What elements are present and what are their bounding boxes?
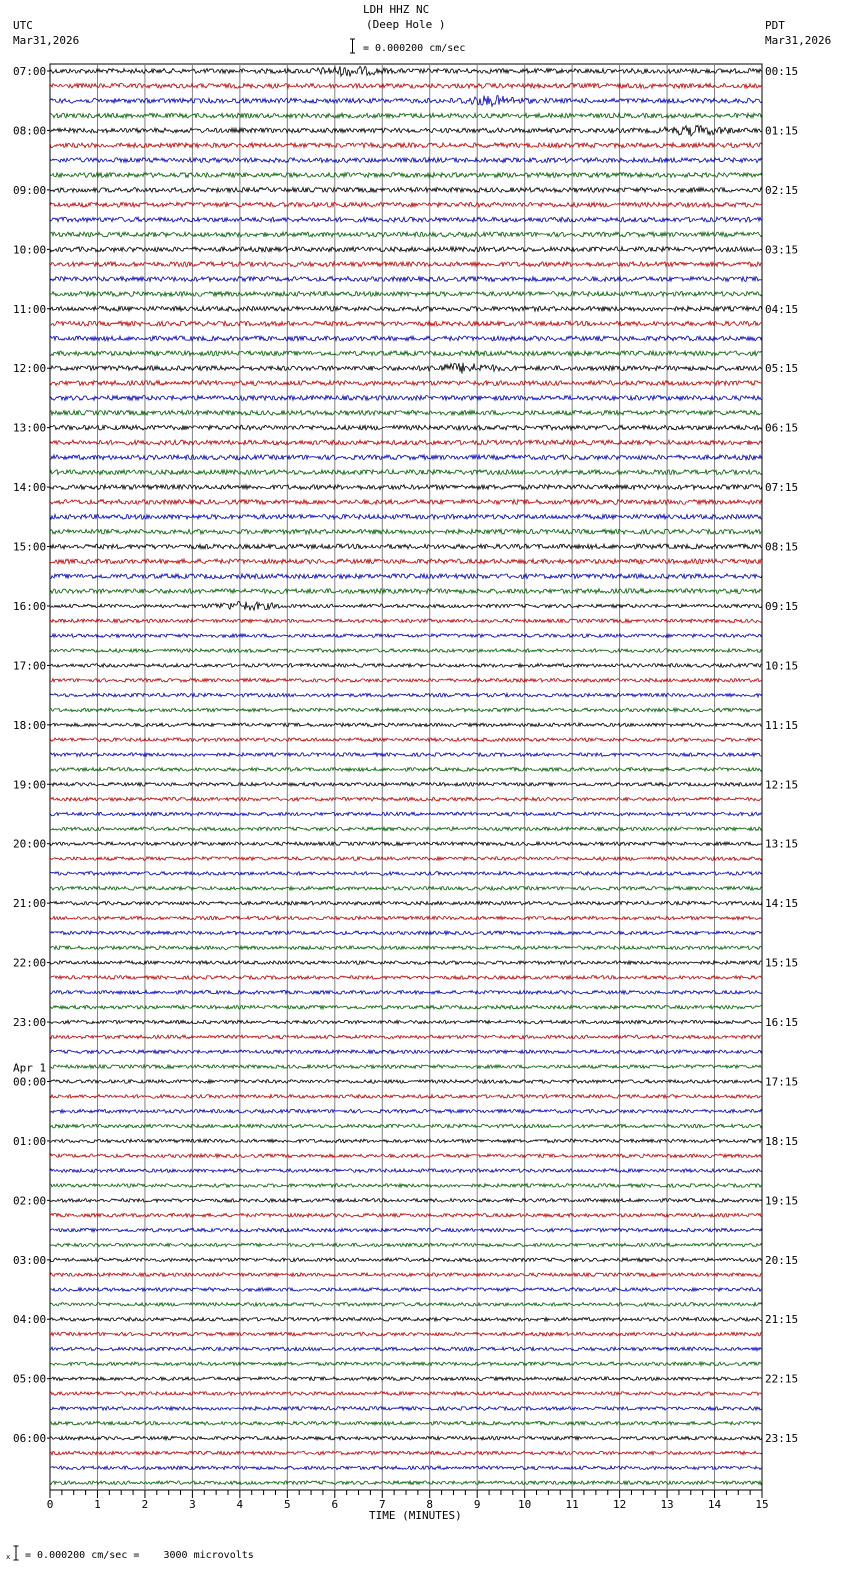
right-timezone: PDT: [765, 19, 785, 32]
trace-row-85: [50, 1332, 762, 1336]
right-hour-label: 05:15: [765, 362, 799, 376]
trace-row-49: [50, 797, 762, 801]
right-hour-label: 06:15: [765, 421, 799, 435]
right-hour-label: 16:15: [765, 1016, 799, 1030]
right-hour-label: 17:15: [765, 1075, 799, 1089]
x-tick-label-15: 15: [755, 1498, 769, 1511]
trace-row-26: [50, 455, 762, 460]
left-hour-label: 03:00: [13, 1253, 47, 1267]
trace-row-74: [50, 1169, 762, 1173]
date-change-label: Apr 1: [13, 1061, 47, 1075]
trace-row-46: [50, 753, 762, 757]
left-hour-label: 02:00: [13, 1194, 47, 1208]
left-hour-label: 07:00: [13, 65, 47, 78]
trace-row-80: [50, 1258, 762, 1262]
trace-row-60: [50, 961, 762, 965]
trace-row-33: [50, 559, 762, 564]
left-hour-label: 12:00: [13, 362, 47, 376]
trace-row-12: [50, 247, 762, 252]
trace-row-39: [50, 649, 762, 653]
trace-row-8: [50, 188, 762, 193]
x-tick-label-13: 13: [660, 1498, 674, 1511]
trace-row-90: [50, 1407, 762, 1411]
svg-text:x: x: [6, 1553, 11, 1561]
trace-row-16: [50, 306, 762, 311]
trace-row-71: [50, 1124, 762, 1128]
trace-row-70: [50, 1109, 762, 1113]
trace-row-4: [50, 125, 762, 135]
trace-row-9: [50, 202, 762, 207]
x-tick-label-14: 14: [707, 1498, 722, 1511]
left-hour-label: 04:00: [13, 1313, 47, 1327]
trace-row-77: [50, 1213, 762, 1217]
trace-row-94: [50, 1466, 762, 1470]
station-title: LDH HHZ NC: [363, 3, 430, 16]
left-hour-label: 05:00: [13, 1372, 47, 1386]
trace-row-92: [50, 1436, 762, 1440]
trace-row-0: [50, 66, 762, 76]
left-hour-label: 08:00: [13, 124, 47, 138]
trace-row-21: [50, 381, 762, 386]
trace-row-57: [50, 916, 762, 920]
trace-row-30: [50, 514, 762, 519]
trace-row-66: [50, 1050, 762, 1054]
right-hour-label: 11:15: [765, 718, 799, 732]
right-hour-label: 12:15: [765, 778, 799, 792]
trace-row-14: [50, 277, 762, 282]
trace-row-91: [50, 1422, 762, 1426]
right-hour-label: 10:15: [765, 659, 799, 673]
left-hour-label: 00:00: [13, 1075, 47, 1089]
trace-row-3: [50, 113, 762, 118]
footer-scale-note: = 0.000200 cm/sec = 3000 microvolts: [25, 1550, 254, 1561]
x-tick-label-10: 10: [518, 1498, 532, 1511]
right-hour-label: 19:15: [765, 1194, 799, 1208]
trace-row-65: [50, 1035, 762, 1039]
right-date: Mar31,2026: [765, 34, 832, 47]
trace-row-29: [50, 500, 762, 505]
trace-row-72: [50, 1139, 762, 1143]
trace-row-17: [50, 321, 762, 326]
trace-row-22: [50, 396, 762, 401]
trace-row-28: [50, 485, 762, 490]
left-hour-label: 01:00: [13, 1134, 47, 1148]
trace-row-2: [50, 96, 762, 107]
trace-row-38: [50, 634, 762, 638]
trace-row-43: [50, 708, 762, 712]
trace-row-11: [50, 232, 762, 237]
trace-row-10: [50, 217, 762, 222]
right-hour-label: 03:15: [765, 243, 799, 257]
left-hour-label: 09:00: [13, 183, 47, 197]
trace-row-64: [50, 1020, 762, 1024]
station-location: (Deep Hole ): [366, 18, 446, 31]
trace-row-73: [50, 1154, 762, 1158]
trace-row-35: [50, 589, 762, 594]
trace-row-95: [50, 1481, 762, 1485]
trace-row-88: [50, 1377, 762, 1381]
trace-row-81: [50, 1273, 762, 1277]
right-hour-label: 07:15: [765, 481, 799, 495]
trace-row-69: [50, 1095, 762, 1099]
right-hour-label: 21:15: [765, 1313, 799, 1327]
trace-row-48: [50, 783, 762, 787]
trace-row-87: [50, 1362, 762, 1366]
trace-row-75: [50, 1184, 762, 1188]
trace-row-51: [50, 827, 762, 831]
trace-row-27: [50, 470, 762, 475]
left-hour-label: 22:00: [13, 956, 47, 970]
trace-row-79: [50, 1243, 762, 1247]
x-tick-label-8: 8: [426, 1498, 434, 1511]
left-hour-label: 23:00: [13, 1016, 47, 1030]
trace-row-56: [50, 901, 762, 905]
right-hour-label: 14:15: [765, 897, 799, 911]
left-hour-label: 16:00: [13, 599, 47, 613]
left-hour-label: 11:00: [13, 302, 47, 316]
right-hour-label: 20:15: [765, 1253, 799, 1267]
left-hour-label: 18:00: [13, 718, 47, 732]
trace-row-18: [50, 336, 762, 341]
left-hour-label: 21:00: [13, 897, 47, 911]
x-tick-label-7: 7: [378, 1498, 386, 1511]
trace-row-44: [50, 723, 762, 727]
right-hour-label: 13:15: [765, 837, 799, 851]
trace-row-55: [50, 887, 762, 891]
x-axis-title: TIME (MINUTES): [369, 1509, 462, 1522]
left-timezone: UTC: [13, 19, 33, 32]
x-tick-label-6: 6: [331, 1498, 339, 1511]
trace-row-47: [50, 768, 762, 772]
x-tick-label-1: 1: [94, 1498, 101, 1511]
left-hour-label: 19:00: [13, 778, 47, 792]
x-tick-label-12: 12: [612, 1498, 627, 1511]
left-hour-label: 20:00: [13, 837, 47, 851]
trace-row-6: [50, 158, 762, 163]
footer-scale-icon: [6, 1544, 20, 1562]
x-tick-label-9: 9: [473, 1498, 481, 1511]
right-hour-label: 01:15: [765, 124, 799, 138]
trace-row-67: [50, 1065, 762, 1069]
trace-row-93: [50, 1451, 762, 1455]
x-tick-label-11: 11: [565, 1498, 579, 1511]
right-hour-label: 08:15: [765, 540, 799, 554]
trace-row-53: [50, 857, 762, 861]
trace-row-5: [50, 143, 762, 148]
left-hour-label: 06:00: [13, 1432, 47, 1446]
left-date: Mar31,2026: [13, 34, 80, 47]
trace-row-32: [50, 544, 762, 549]
trace-row-63: [50, 1005, 762, 1009]
trace-row-59: [50, 946, 762, 950]
x-tick-label-5: 5: [284, 1498, 291, 1511]
trace-row-25: [50, 440, 762, 445]
left-hour-label: 15:00: [13, 540, 47, 554]
right-hour-label: 18:15: [765, 1134, 799, 1148]
trace-row-40: [50, 664, 762, 668]
right-hour-label: 00:15: [765, 65, 799, 78]
trace-row-86: [50, 1347, 762, 1351]
trace-row-82: [50, 1288, 762, 1292]
left-hour-label: 13:00: [13, 421, 47, 435]
right-hour-label: 04:15: [765, 302, 799, 316]
trace-row-7: [50, 173, 762, 178]
trace-row-58: [50, 931, 762, 935]
trace-row-78: [50, 1228, 762, 1232]
trace-row-1: [50, 84, 762, 89]
trace-row-68: [50, 1080, 762, 1084]
left-hour-label: 10:00: [13, 243, 47, 257]
right-hour-label: 22:15: [765, 1372, 799, 1386]
trace-row-41: [50, 679, 762, 683]
right-hour-label: 15:15: [765, 956, 799, 970]
trace-row-54: [50, 872, 762, 876]
trace-row-20: [50, 363, 762, 374]
trace-row-36: [50, 602, 762, 611]
trace-row-15: [50, 292, 762, 297]
trace-row-31: [50, 529, 762, 534]
right-hour-label: 09:15: [765, 599, 799, 613]
left-hour-label: 17:00: [13, 659, 47, 673]
x-tick-label-4: 4: [236, 1498, 244, 1511]
x-tick-label-3: 3: [189, 1498, 196, 1511]
right-hour-label: 23:15: [765, 1432, 799, 1446]
trace-row-50: [50, 812, 762, 816]
trace-row-23: [50, 410, 762, 415]
trace-row-89: [50, 1392, 762, 1396]
trace-row-62: [50, 991, 762, 995]
trace-row-13: [50, 262, 762, 267]
trace-row-34: [50, 574, 762, 579]
x-tick-label-2: 2: [141, 1498, 149, 1511]
trace-row-83: [50, 1303, 762, 1307]
x-tick-label-0: 0: [46, 1498, 54, 1511]
trace-row-19: [50, 351, 762, 356]
trace-row-52: [50, 842, 762, 846]
trace-row-84: [50, 1317, 762, 1321]
trace-row-61: [50, 976, 762, 980]
left-hour-label: 14:00: [13, 481, 47, 495]
trace-row-37: [50, 619, 762, 623]
trace-row-42: [50, 693, 762, 697]
trace-row-24: [50, 425, 762, 430]
trace-row-76: [50, 1199, 762, 1203]
scale-label: = 0.000200 cm/sec: [363, 43, 466, 54]
trace-row-45: [50, 738, 762, 742]
right-hour-label: 02:15: [765, 183, 799, 197]
